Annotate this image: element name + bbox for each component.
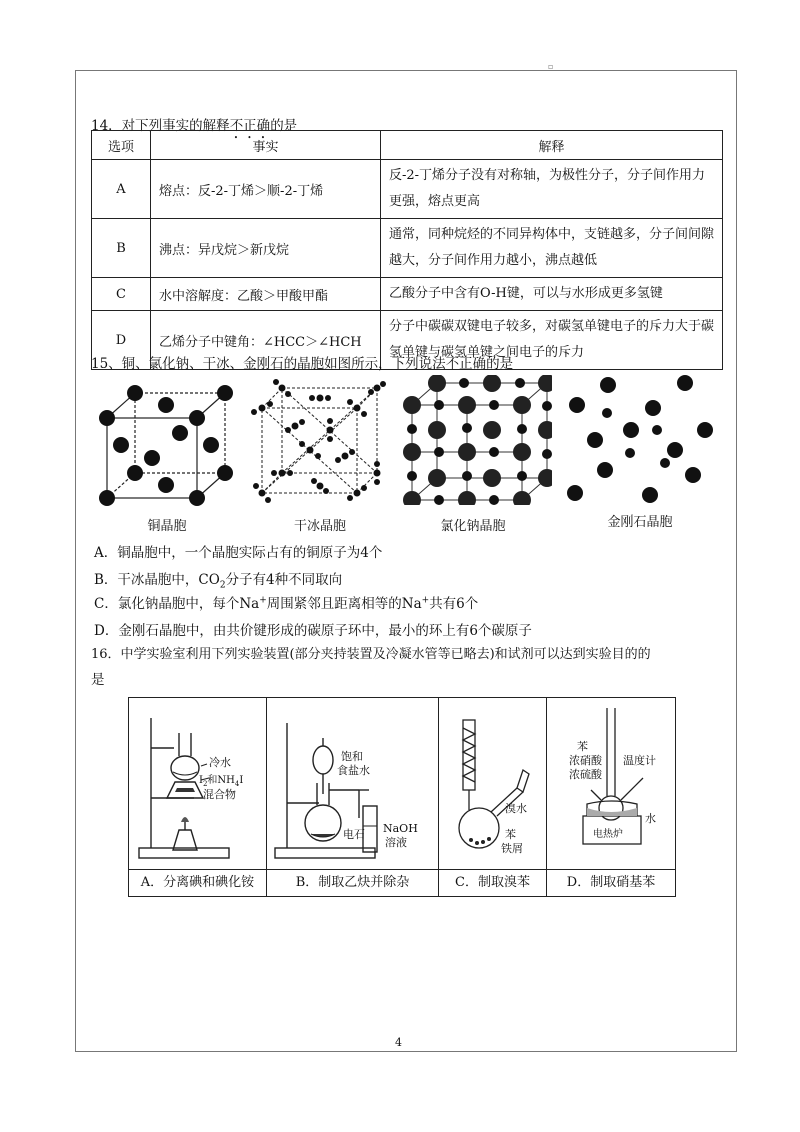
caption-copper: 铜晶胞	[147, 519, 187, 534]
diamond-unit-cell-diagram	[565, 375, 715, 505]
label-thermometer: 温度计	[623, 754, 656, 767]
label-cold-water: 冷水	[209, 756, 231, 769]
label-mixture: 混合物	[203, 788, 236, 801]
panel-a	[129, 698, 267, 896]
caption-nacl: 氯化钠晶胞	[440, 519, 506, 534]
panel-d-label: D．制取硝基苯	[547, 869, 675, 896]
label-carbide: 电石	[343, 828, 365, 841]
header-option: 选项	[92, 131, 151, 160]
q16-stem-line1: 16．中学实验室利用下列实验装置(部分夹持装置及冷凝水管等已略去)和试剂可以达到实验目的的	[91, 647, 651, 662]
scan-mark: ▫	[548, 62, 554, 71]
panel-c	[439, 698, 547, 896]
caption-dry-ice: 干冰晶胞	[293, 519, 346, 534]
header-explanation: 解释	[381, 131, 723, 160]
table-header-row	[92, 131, 723, 160]
caption-diamond: 金刚石晶胞	[607, 515, 673, 530]
page-number: 4	[395, 1036, 402, 1049]
q15-choice-a: A．铜晶胞中，一个晶胞实际占有的铜原子为4个	[94, 545, 383, 561]
option-cell: D	[92, 311, 151, 370]
fact-cell: 水中溶解度：乙酸＞甲酸甲酯	[151, 278, 381, 311]
table-row	[92, 278, 723, 311]
panel-c-label: C．制取溴苯	[439, 869, 546, 896]
option-cell: A	[92, 160, 151, 219]
q15-stem: 15、铜、氯化钠、干冰、金刚石的晶胞如图所示，下列说法不正确的是	[91, 356, 514, 372]
explanation-cell: 通常，同种烷烃的不同异构体中，支链越多，分子间间隙越大，分子间作用力越小，沸点越低	[381, 219, 723, 278]
label-naoh-2: 溶液	[385, 836, 407, 849]
q14-table	[91, 130, 723, 370]
header-fact: 事实	[151, 131, 381, 160]
q16-stem-line2: 是	[91, 672, 105, 688]
q14-stem: 14．对下列事实的解释不正确的是	[91, 118, 298, 134]
q15-choice-c: C．氯化钠晶胞中，每个Na+周围紧邻且距离相等的Na+共有6个	[94, 595, 479, 612]
table-row	[92, 160, 723, 219]
fact-cell: 沸点：异戊烷＞新戊烷	[151, 219, 381, 278]
q16-apparatus-figure	[128, 697, 676, 897]
sublimation-apparatus-diagram	[129, 698, 267, 870]
label-mixture-formula: $I_2$和$NH_4I$	[199, 775, 244, 788]
panel-a-label: A．分离碘和碘化铵	[129, 869, 266, 896]
fact-cell: 乙烯分子中键角：∠HCC＞∠HCH	[151, 311, 381, 370]
panel-d	[547, 698, 675, 896]
q15-choice-d: D．金刚石晶胞中，由共价键形成的碳原子环中，最小的环上有6个碳原子	[94, 623, 532, 639]
dry-ice-unit-cell-diagram	[250, 378, 390, 503]
fact-cell: 熔点：反-2-丁烯＞顺-2-丁烯	[151, 160, 381, 219]
label-water: 水	[645, 812, 656, 825]
nacl-unit-cell-diagram	[402, 375, 552, 505]
label-brine-1: 饱和	[341, 750, 363, 763]
label-naoh-1: NaOH	[383, 822, 418, 835]
label-sulfuric-acid: 浓硫酸	[569, 768, 602, 781]
label-nitric-acid: 浓硝酸	[569, 754, 602, 767]
panel-b	[267, 698, 439, 896]
label-iron-filings: 铁屑	[501, 842, 523, 855]
copper-unit-cell-diagram	[92, 378, 242, 513]
nitrobenzene-apparatus-diagram	[547, 698, 675, 870]
bromobenzene-apparatus-diagram	[439, 698, 547, 870]
explanation-cell: 分子中碳碳双键电子较多，对碳氢单键电子的斥力大于碳氢单键与碳氢单键之间电子的斥力	[381, 311, 723, 370]
table-row	[92, 219, 723, 278]
acetylene-apparatus-diagram	[267, 698, 439, 870]
label-brine-2: 食盐水	[337, 764, 370, 777]
option-cell: C	[92, 278, 151, 311]
explanation-cell: 反-2-丁烯分子没有对称轴，为极性分子，分子间作用力更强，熔点更高	[381, 160, 723, 219]
explanation-cell: 乙酸分子中含有O-H键，可以与水形成更多氢键	[381, 278, 723, 311]
label-benzene: 苯	[505, 828, 516, 841]
label-heater: 电热炉	[593, 829, 623, 840]
panel-b-label: B．制取乙炔并除杂	[267, 869, 438, 896]
option-cell: B	[92, 219, 151, 278]
label-d-benzene: 苯	[577, 740, 588, 753]
q15-choice-b: B．干冰晶胞中，$CO_2$分子有4种不同取向	[94, 572, 343, 591]
label-bromine-water: 溴水	[505, 802, 527, 815]
